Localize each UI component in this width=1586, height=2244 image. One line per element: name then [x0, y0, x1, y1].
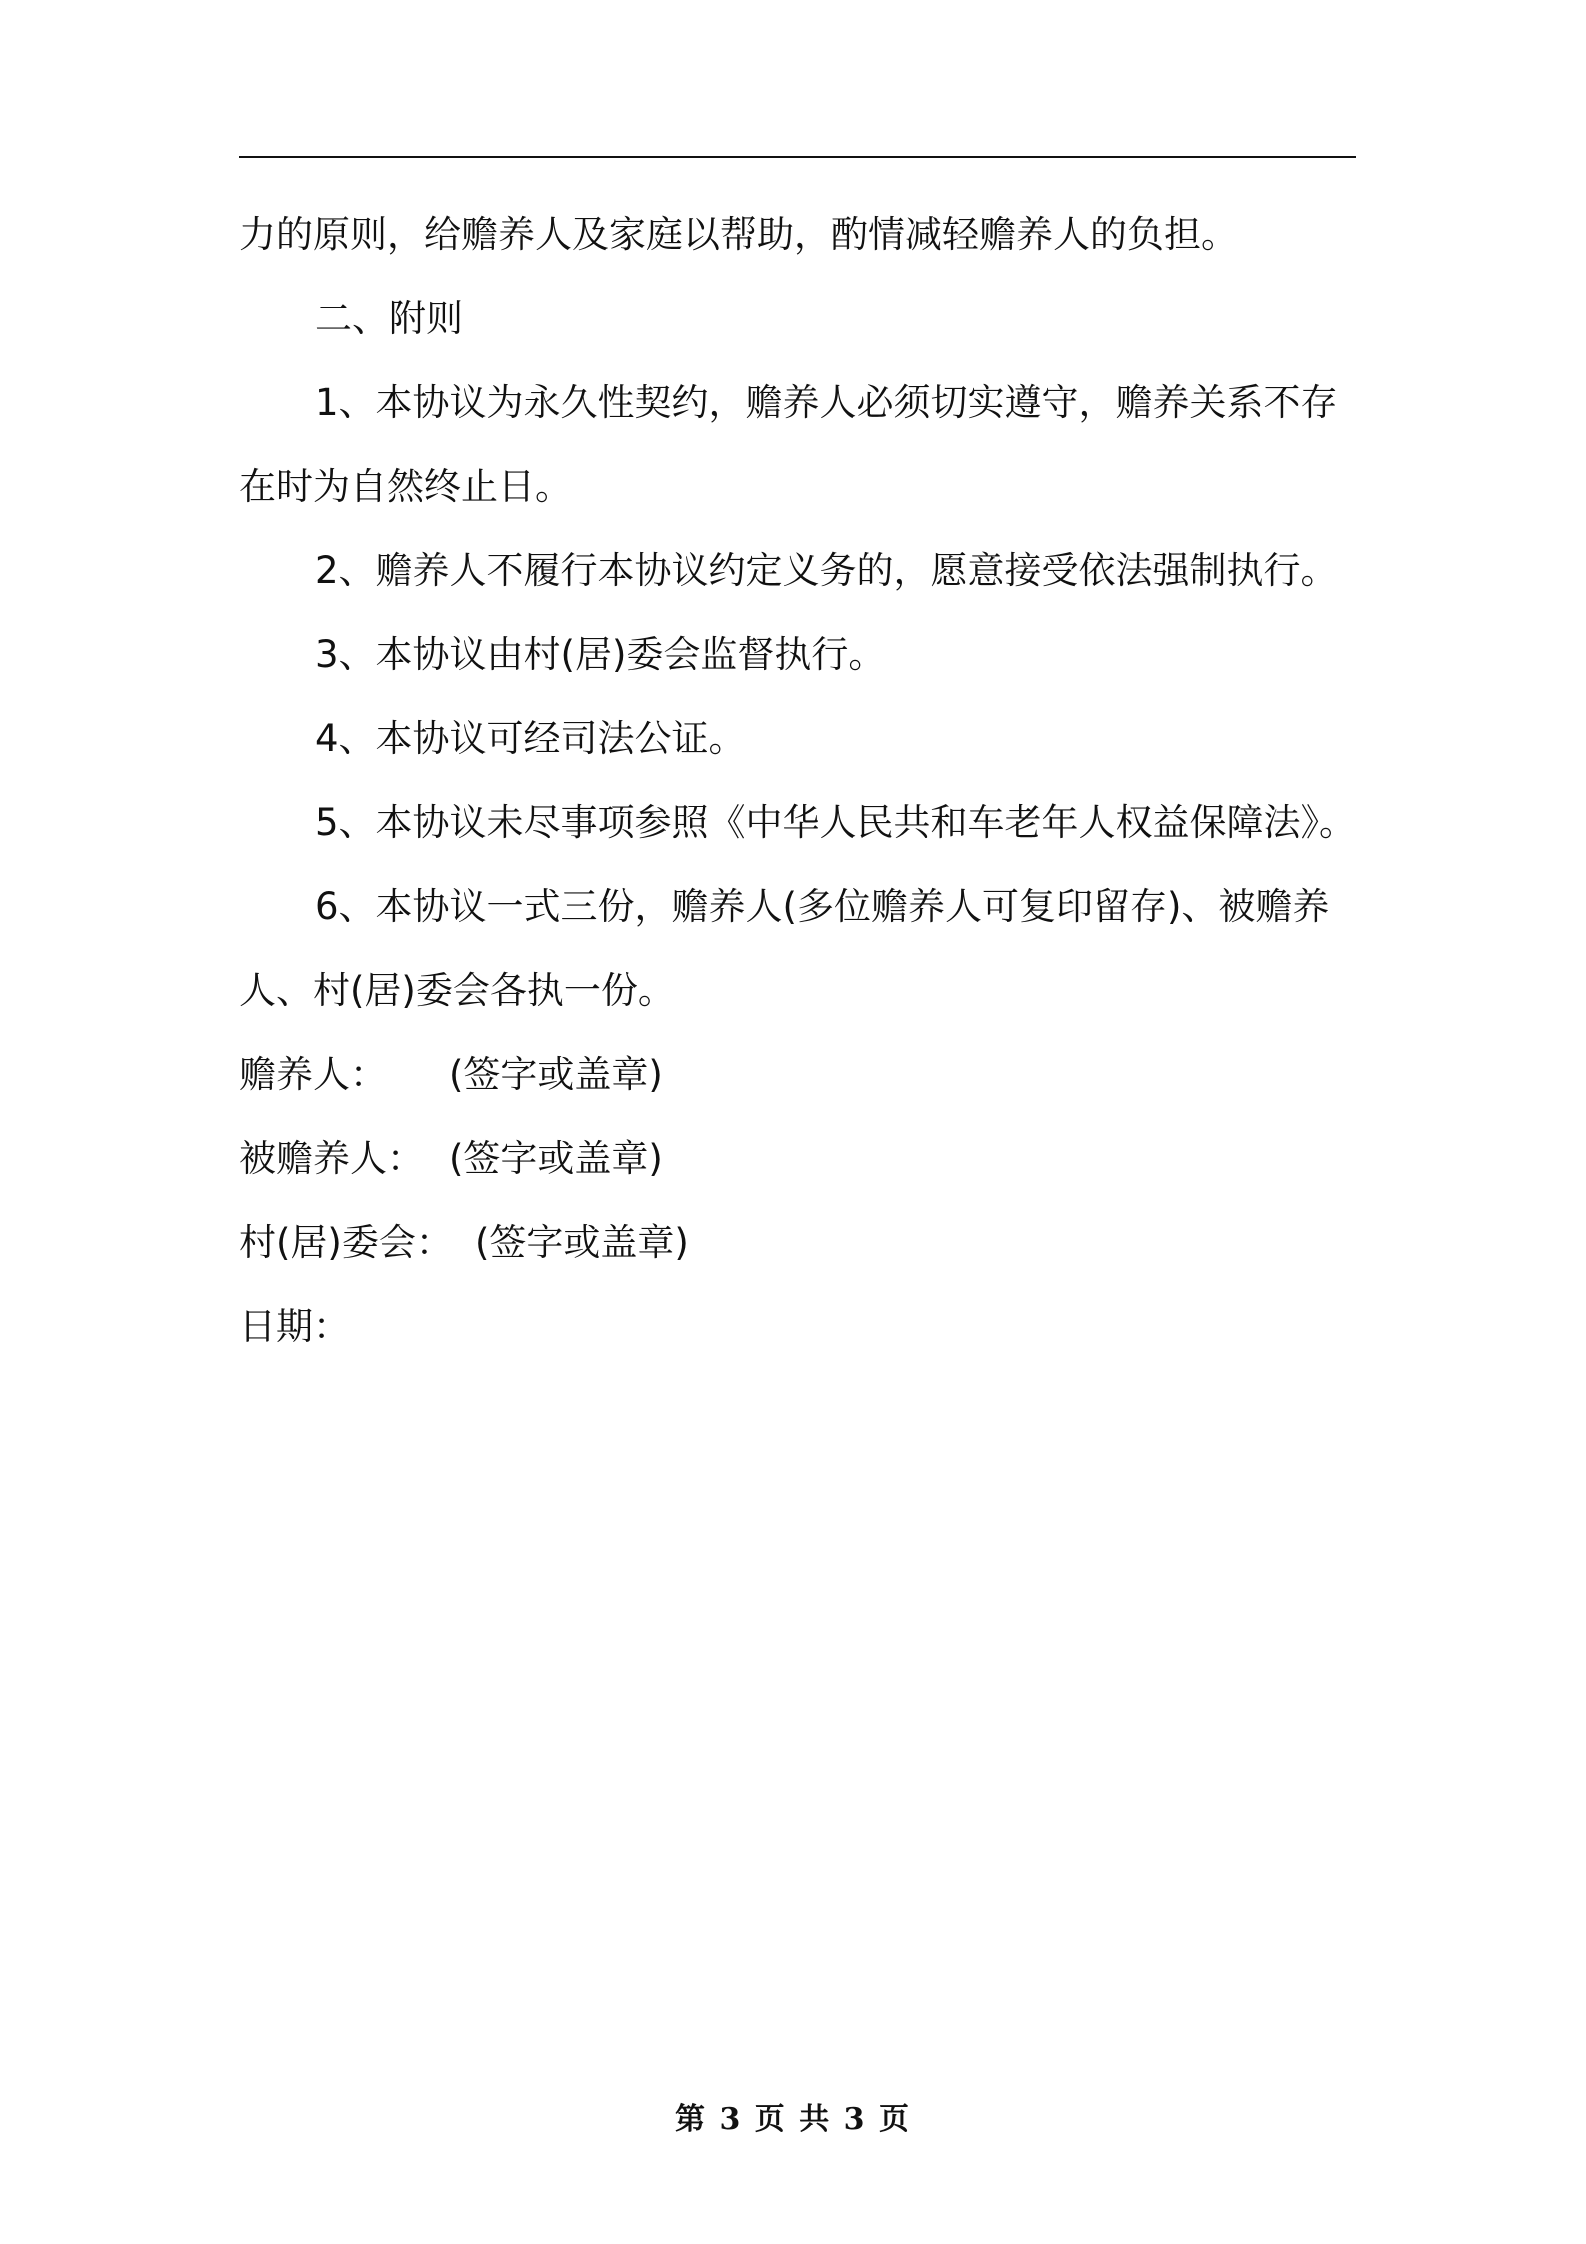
signature-label: 村(居)委会：	[239, 1221, 453, 1264]
signature-supported	[239, 1117, 1356, 1201]
signature-supporter	[239, 1033, 1356, 1117]
section-heading: 二、附则	[315, 297, 463, 340]
page-number: 第 3 页 共 3 页	[675, 2102, 911, 2137]
clause-3: 3、本协议由村(居)委会监督执行。	[315, 633, 886, 676]
signature-committee	[239, 1201, 1356, 1285]
clause-5: 5、本协议未尽事项参照《中华人民共和车老年人权益保障法》。	[315, 801, 1357, 844]
clause-6-continued: 人、村(居)委会各执一份。	[239, 969, 675, 1012]
signature-field: (签字或盖章)	[449, 1137, 663, 1180]
document-body	[239, 193, 1356, 1369]
header-rule	[239, 156, 1356, 158]
clause-2: 2、赡养人不履行本协议约定义务的，愿意接受依法强制执行。	[315, 549, 1338, 592]
clause-4: 4、本协议可经司法公证。	[315, 717, 746, 760]
clause-1-continued: 在时为自然终止日。	[239, 465, 572, 508]
clause-6: 6、本协议一式三份，赡养人(多位赡养人可复印留存)、被赡养	[315, 885, 1330, 928]
signature-label: 被赡养人：	[239, 1137, 424, 1180]
signature-field: (签字或盖章)	[475, 1221, 689, 1264]
signature-label: 赡养人：	[239, 1053, 387, 1096]
clause-1: 1、本协议为永久性契约，赡养人必须切实遵守，赡养关系不存	[315, 381, 1338, 424]
signature-field: (签字或盖章)	[449, 1053, 663, 1096]
date-label: 日期：	[239, 1305, 350, 1348]
paragraph-line: 力的原则，给赡养人及家庭以帮助，酌情减轻赡养人的负担。	[239, 213, 1238, 256]
